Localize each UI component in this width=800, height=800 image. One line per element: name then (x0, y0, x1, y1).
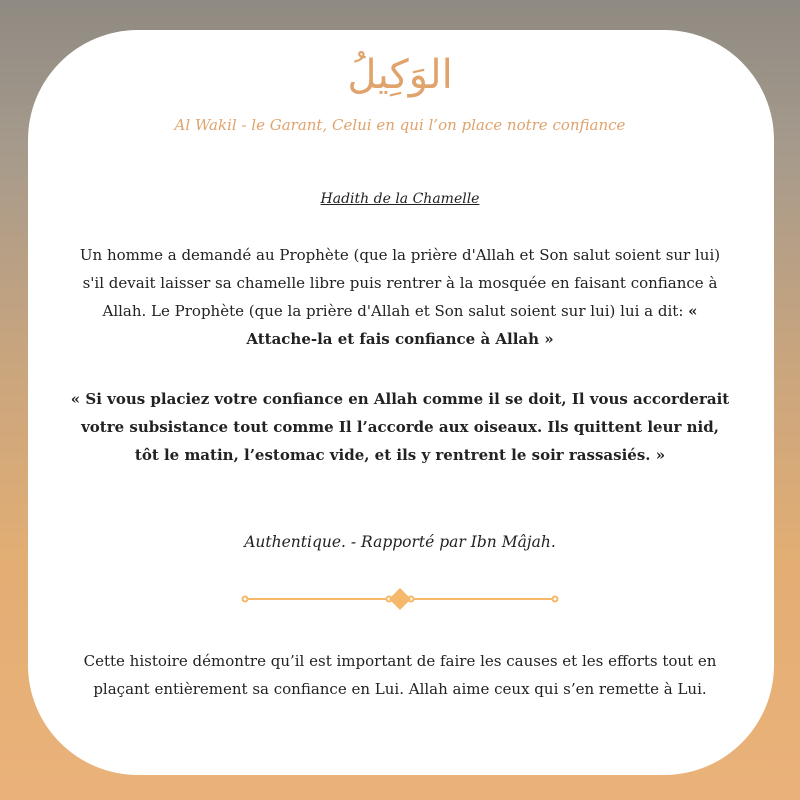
divider-ornament (240, 588, 560, 610)
hadith-source: Authentique. - Rapporté par Ibn Mâjah. (244, 533, 556, 551)
story-paragraph (70, 241, 730, 353)
story-text: Un homme a demandé au Prophète (que la prière d'Allah et Son salut soient sur lui) s'il devait laisser sa chamelle libre puis rentrer à la mosquée en faisant confiance à Allah. Le Prophète (que la prière d'Allah et Son salut soient sur lui) lui a dit: (79, 246, 721, 320)
arabic-title: الوَكِيلُ (347, 52, 453, 98)
conclusion: Cette histoire démontre qu’il est important de faire les causes et les efforts tout en plaçant entièrement sa confiance en Lui. Allah aime ceux qui s’en remette à Lui. (83, 652, 717, 698)
heading: Hadith de la Chamelle (320, 191, 480, 207)
subtitle: Al Wakil - le Garant, Celui en qui l’on place notre confiance (174, 116, 626, 134)
prophet-quote: « Attache-la et fais confiance à Allah » (246, 302, 698, 348)
hadith-quote: « Si vous placiez votre confiance en Allah comme il se doit, Il vous accorderait votre subsistance tout comme Il l’accorde aux oiseaux. Ils quittent leur nid, tôt le matin, l’estomac vide, et ils y rentrent le soir rassasiés. » (70, 390, 730, 464)
